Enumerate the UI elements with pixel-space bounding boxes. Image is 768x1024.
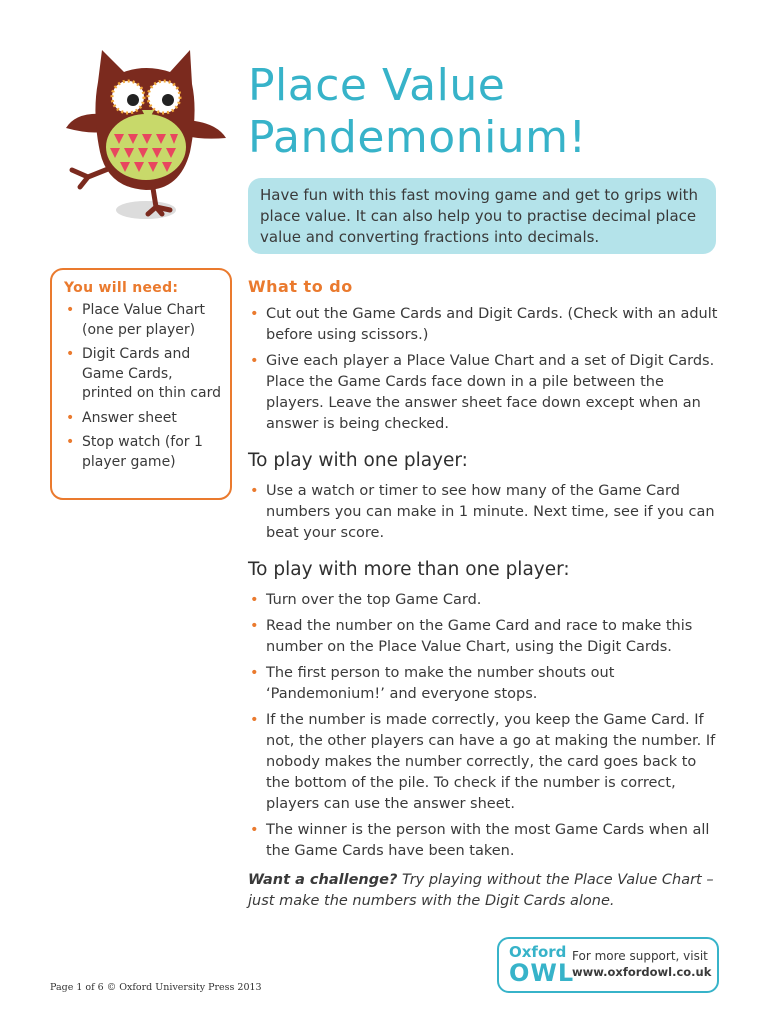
page-footer: Page 1 of 6 © Oxford University Press 2013 <box>50 982 262 993</box>
list-item: • Give each player a Place Value Chart and a set of Digit Cards. Place the Game Cards face down in a pile between the players. Leave the answer sheet face down except when an answer is being checked. <box>248 351 718 435</box>
list-item: • Use a watch or timer to see how many of the Game Card numbers you can make in 1 minute. Next time, see if you can beat your score. <box>248 481 718 544</box>
support-text <box>572 948 711 980</box>
support-line: For more support, visit <box>572 949 708 963</box>
list-item: • Turn over the top Game Card. <box>248 590 718 611</box>
what-to-do-heading: What to do <box>248 277 353 296</box>
challenge-text: Try playing without the Place Value Chart – just make the numbers with the Digit Cards alone. <box>248 872 714 909</box>
challenge-note <box>248 870 718 912</box>
needs-list <box>64 301 222 472</box>
oxford-owl-banner[interactable] <box>497 937 719 993</box>
needs-item: • Digit Cards and Game Cards, printed on thin card <box>64 345 222 404</box>
you-will-need-heading: You will need: <box>64 280 179 296</box>
title-line-2: Pandemonium! <box>248 112 587 163</box>
list-item: • If the number is made correctly, you keep the Game Card. If not, the other players can have a go at making the number. If nobody makes the number correctly, the card goes back to the bottom of the pile. To check if the number is correct, players can use the answer sheet. <box>248 710 718 815</box>
instructions <box>248 276 718 912</box>
page-title <box>248 60 587 164</box>
logo-oxford: Oxford <box>509 943 567 961</box>
owl-illustration <box>58 42 233 232</box>
oxford-owl-logo <box>509 943 574 985</box>
list-item: • Read the number on the Game Card and race to make this number on the Place Value Chart, using the Digit Cards. <box>248 616 718 658</box>
challenge-lead: Want a challenge? <box>248 872 398 888</box>
you-will-need-box <box>50 268 232 500</box>
list-item: • The first person to make the number shouts out ‘Pandemonium!’ and everyone stops. <box>248 663 718 705</box>
needs-item: • Place Value Chart (one per player) <box>64 301 222 340</box>
list-item: • The winner is the person with the most Game Cards when all the Game Cards have been taken. <box>248 820 718 862</box>
list-item: • Cut out the Game Cards and Digit Cards. (Check with an adult before using scissors.) <box>248 304 718 346</box>
support-url-link[interactable]: www.oxfordowl.co.uk <box>572 965 712 979</box>
needs-item: • Answer sheet <box>64 409 222 429</box>
title-line-1: Place Value <box>248 60 506 111</box>
one-player-heading: To play with one player: <box>248 450 468 471</box>
more-players-heading: To play with more than one player: <box>248 559 570 580</box>
one-player-list <box>248 481 718 544</box>
what-to-do-list <box>248 304 718 435</box>
needs-item: • Stop watch (for 1 player game) <box>64 433 222 472</box>
logo-owl: OWL <box>509 959 575 987</box>
more-players-list <box>248 590 718 862</box>
intro-box: Have fun with this fast moving game and get to grips with place value. It can also help you to practise decimal place value and converting fractions into decimals. <box>248 178 716 254</box>
